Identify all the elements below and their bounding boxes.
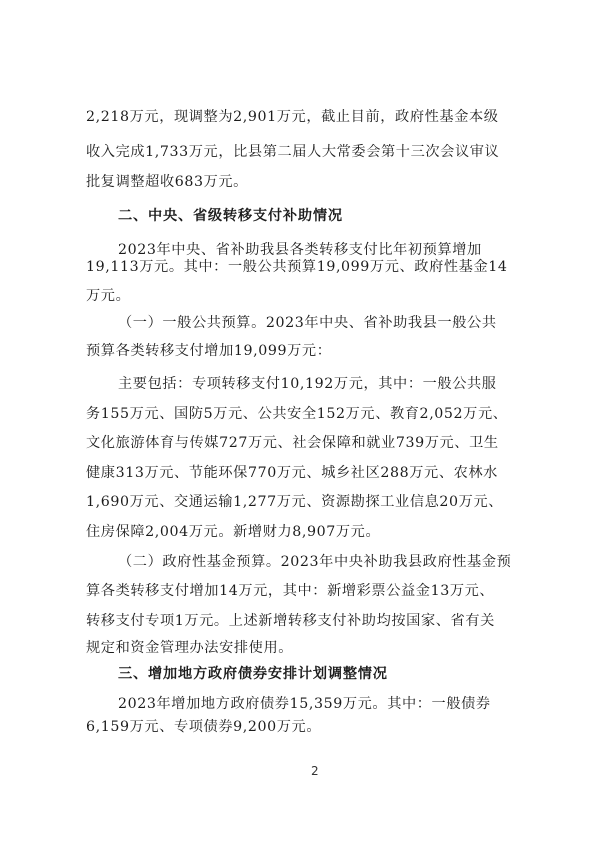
text-line: 健康313万元、节能环保770万元、城乡社区288万元、农林水 [86, 465, 498, 481]
section-heading: 三、增加地方政府债券安排计划调整情况 [118, 666, 388, 682]
text-line: 批复调整超收683万元。 [86, 174, 248, 190]
text-line: 万元。 [86, 288, 131, 304]
text-line: 转移支付专项1万元。上述新增转移支付补助均按国家、省有关 [86, 613, 495, 629]
text-line: 文化旅游体育与传媒727万元、社会保障和就业739万元、卫生 [86, 435, 499, 451]
text-line: 2023年增加地方政府债券15,359万元。其中：一般债券 [118, 696, 491, 712]
section-heading: 二、中央、省级转移支付补助情况 [118, 208, 343, 224]
page-number: 2 [311, 764, 319, 778]
text-line: 2,218万元，现调整为2,901万元，截止目前，政府性基金本级 [86, 109, 499, 125]
text-line: 预算各类转移支付增加19,099万元： [86, 343, 332, 359]
text-line: 算各类转移支付增加14万元，其中：新增彩票公益金13万元、 [86, 583, 495, 599]
text-line: 住房保障2,004万元。新增财力8,907万元。 [86, 524, 381, 540]
text-line: 2023年中央、省补助我县各类转移支付比年初预算增加 [118, 242, 482, 258]
text-line: （一）一般公共预算。2023年中央、省补助我县一般公共 [118, 315, 497, 331]
text-line: 6,159万元、专项债券9,200万元。 [86, 719, 322, 735]
text-line: 务155万元、国防5万元、公共安全152万元、教育2,052万元、 [86, 406, 508, 422]
text-line: （二）政府性基金预算。2023年中央补助我县政府性基金预 [118, 554, 512, 570]
text-line: 1,690万元、交通运输1,277万元、资源勘探工业信息20万元、 [86, 494, 504, 510]
text-line: 规定和资金管理办法安排使用。 [86, 640, 294, 656]
text-line: 收入完成1,733万元，比县第二届人大常委会第十三次会议审议 [86, 144, 500, 160]
text-line: 主要包括：专项转移支付10,192万元，其中：一般公共服 [118, 376, 497, 392]
text-line: 19,113万元。其中：一般公共预算19,099万元、政府性基金14 [86, 259, 508, 275]
